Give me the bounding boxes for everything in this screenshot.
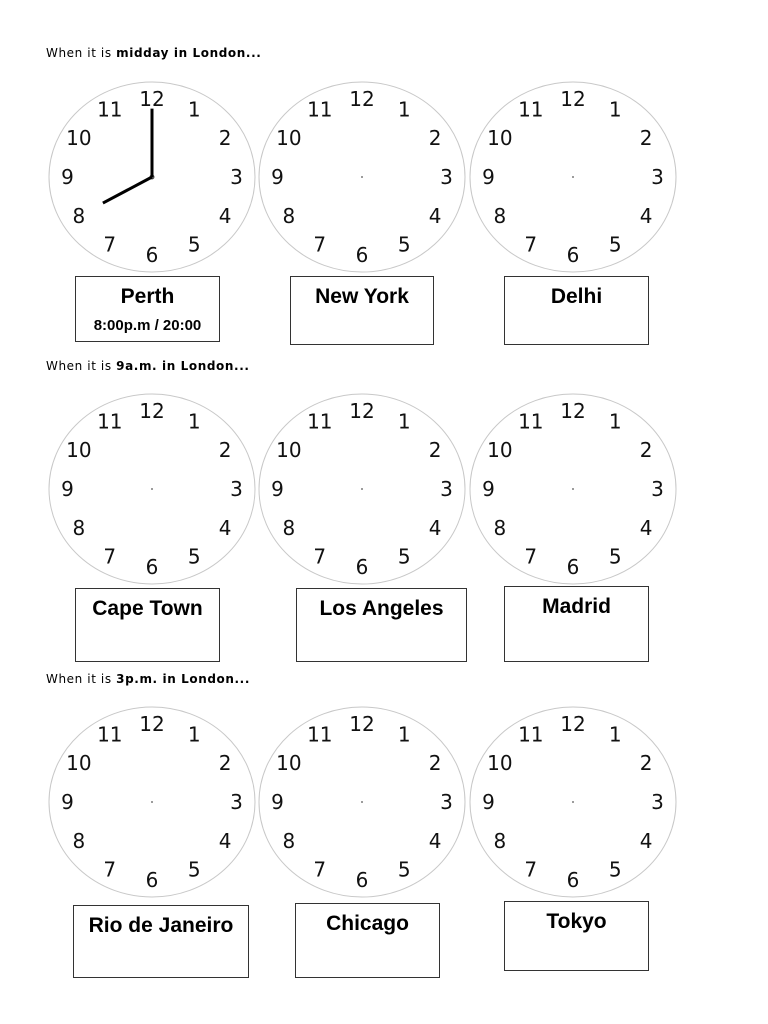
clock-numeral: 9 — [271, 790, 284, 814]
clock-center-dot — [361, 488, 363, 490]
clock-numeral: 9 — [271, 165, 284, 189]
clock-numeral: 3 — [230, 165, 243, 189]
clock-numeral: 11 — [97, 722, 123, 747]
clock-numeral: 5 — [187, 857, 201, 882]
clock-numeral: 12 — [349, 399, 375, 424]
clock-numeral: 6 — [566, 242, 580, 267]
clock-numeral: 8 — [493, 204, 507, 228]
city-name: Chicago — [326, 912, 409, 935]
city-name: Cape Town — [92, 597, 203, 620]
clock-numeral: 3 — [440, 477, 453, 501]
clock-numeral: 2 — [428, 126, 442, 150]
clock-numeral: 2 — [218, 126, 232, 150]
clock-numeral: 5 — [608, 544, 622, 569]
clock-numeral: 10 — [276, 751, 302, 775]
clock-numeral: 6 — [566, 554, 580, 579]
clock-numeral: 3 — [651, 165, 664, 189]
city-name: Perth — [120, 285, 175, 308]
clock-numeral: 5 — [608, 232, 622, 257]
city-name: Delhi — [550, 285, 603, 308]
clock-svg — [47, 392, 257, 587]
clock-numeral: 9 — [482, 790, 495, 814]
city-label-new-york — [290, 276, 434, 345]
clock-numeral: 3 — [440, 790, 453, 814]
clock-numeral: 5 — [187, 544, 201, 569]
city-label-los-angeles — [296, 588, 467, 662]
clock-svg — [47, 80, 257, 275]
clock-numeral: 1 — [608, 409, 622, 434]
clock-numeral: 10 — [66, 126, 92, 150]
clock-face-rio-de-janeiro[interactable] — [47, 705, 257, 900]
clock-numeral: 5 — [608, 857, 622, 882]
clock-face-delhi[interactable] — [468, 80, 678, 275]
clock-numeral: 11 — [518, 97, 544, 122]
clock-numeral: 8 — [282, 829, 296, 853]
clock-numeral: 4 — [218, 515, 232, 540]
clock-numeral: 4 — [218, 828, 232, 853]
city-name: Los Angeles — [319, 597, 444, 620]
clock-numeral: 10 — [276, 126, 302, 150]
clock-numeral: 11 — [307, 722, 333, 747]
clock-numeral: 2 — [639, 438, 653, 462]
section-heading-midday: When it is midday in London... — [46, 46, 262, 60]
clock-numeral: 9 — [482, 165, 495, 189]
clock-numeral: 7 — [103, 857, 117, 882]
section-heading-3pm: When it is 3p.m. in London... — [46, 672, 251, 686]
clock-numeral: 1 — [397, 722, 411, 747]
clock-numeral: 6 — [145, 554, 159, 579]
clock-face-madrid[interactable] — [468, 392, 678, 587]
clock-numeral: 4 — [428, 203, 442, 228]
clock-numeral: 7 — [524, 544, 538, 569]
clock-face-cape-town[interactable] — [47, 392, 257, 587]
city-label-tokyo — [504, 901, 649, 971]
clock-numeral: 9 — [482, 477, 495, 501]
clock-numeral: 7 — [313, 544, 327, 569]
clock-numeral: 6 — [145, 242, 159, 267]
clock-numeral: 12 — [560, 712, 586, 737]
clock-numeral: 6 — [355, 554, 369, 579]
clock-numeral: 2 — [218, 751, 232, 775]
city-name: Madrid — [542, 595, 611, 618]
city-label-cape-town — [75, 588, 220, 662]
clock-center-dot — [572, 488, 574, 490]
city-label-delhi — [504, 276, 649, 345]
city-name: Tokyo — [546, 910, 607, 933]
clock-numeral: 12 — [349, 712, 375, 737]
clock-svg — [257, 705, 467, 900]
city-time: 8:00p.m / 20:00 — [93, 317, 202, 334]
clock-numeral: 10 — [66, 438, 92, 462]
clock-numeral: 3 — [230, 790, 243, 814]
clock-numeral: 1 — [608, 97, 622, 122]
clock-svg — [47, 705, 257, 900]
clock-numeral: 7 — [313, 232, 327, 257]
clock-numeral: 1 — [187, 97, 201, 122]
clock-numeral: 6 — [355, 242, 369, 267]
clock-numeral: 7 — [524, 857, 538, 882]
clock-numeral: 2 — [428, 438, 442, 462]
clock-numeral: 12 — [349, 87, 375, 112]
clock-numeral: 8 — [493, 516, 507, 540]
clock-numeral: 5 — [397, 544, 411, 569]
clock-numeral: 7 — [524, 232, 538, 257]
clock-center-dot — [572, 801, 574, 803]
clock-face-new-york[interactable] — [257, 80, 467, 275]
clock-numeral: 5 — [397, 232, 411, 257]
clock-center-dot — [151, 801, 153, 803]
clock-numeral: 9 — [61, 790, 74, 814]
clock-numeral: 7 — [313, 857, 327, 882]
section-heading-9am: When it is 9a.m. in London... — [46, 359, 250, 373]
clock-numeral: 5 — [187, 232, 201, 257]
clock-numeral: 8 — [72, 204, 86, 228]
clock-numeral: 3 — [440, 165, 453, 189]
clock-numeral: 7 — [103, 232, 117, 257]
clock-numeral: 1 — [397, 97, 411, 122]
clock-numeral: 2 — [218, 438, 232, 462]
city-name: Rio de Janeiro — [88, 914, 234, 937]
clock-svg — [468, 80, 678, 275]
clock-numeral: 1 — [608, 722, 622, 747]
clock-svg — [468, 705, 678, 900]
clock-numeral: 1 — [187, 409, 201, 434]
clock-numeral: 1 — [187, 722, 201, 747]
clock-svg — [257, 80, 467, 275]
clock-numeral: 4 — [639, 515, 653, 540]
clock-numeral: 9 — [61, 477, 74, 501]
clock-face-perth — [47, 80, 257, 275]
clock-numeral: 7 — [103, 544, 117, 569]
clock-numeral: 3 — [230, 477, 243, 501]
clock-numeral: 3 — [651, 477, 664, 501]
clock-numeral: 10 — [487, 751, 513, 775]
clock-numeral: 3 — [651, 790, 664, 814]
clock-numeral: 5 — [397, 857, 411, 882]
clock-numeral: 11 — [307, 97, 333, 122]
clock-numeral: 2 — [639, 751, 653, 775]
clock-numeral: 9 — [61, 165, 74, 189]
clock-numeral: 8 — [493, 829, 507, 853]
city-label-chicago — [295, 903, 440, 978]
clock-numeral: 8 — [282, 204, 296, 228]
clock-numeral: 4 — [428, 828, 442, 853]
clock-numeral: 2 — [428, 751, 442, 775]
clock-svg — [468, 392, 678, 587]
clock-face-los-angeles[interactable] — [257, 392, 467, 587]
clock-numeral: 12 — [560, 87, 586, 112]
clock-numeral: 10 — [276, 438, 302, 462]
clock-numeral: 11 — [97, 409, 123, 434]
clock-numeral: 12 — [560, 399, 586, 424]
clock-svg — [257, 392, 467, 587]
clock-center-dot — [361, 176, 363, 178]
clock-numeral: 4 — [639, 828, 653, 853]
clock-center-dot — [361, 801, 363, 803]
clock-numeral: 12 — [139, 399, 165, 424]
clock-numeral: 11 — [307, 409, 333, 434]
city-label-perth — [75, 276, 220, 342]
city-label-rio-de-janeiro — [73, 905, 249, 978]
city-label-madrid — [504, 586, 649, 662]
clock-numeral: 10 — [66, 751, 92, 775]
clock-numeral: 4 — [218, 203, 232, 228]
clock-numeral: 2 — [639, 126, 653, 150]
clock-numeral: 4 — [639, 203, 653, 228]
clock-numeral: 12 — [139, 87, 165, 112]
clock-center-dot — [151, 488, 153, 490]
clock-face-chicago[interactable] — [257, 705, 467, 900]
city-name: New York — [315, 285, 409, 308]
clock-numeral: 10 — [487, 438, 513, 462]
clock-numeral: 10 — [487, 126, 513, 150]
clock-numeral: 6 — [566, 867, 580, 892]
clock-numeral: 12 — [139, 712, 165, 737]
clock-center-dot — [572, 176, 574, 178]
clock-numeral: 8 — [282, 516, 296, 540]
clock-numeral: 6 — [355, 867, 369, 892]
clock-face-tokyo[interactable] — [468, 705, 678, 900]
clock-numeral: 11 — [97, 97, 123, 122]
clock-numeral: 1 — [397, 409, 411, 434]
clock-numeral: 8 — [72, 829, 86, 853]
clock-numeral: 6 — [145, 867, 159, 892]
clock-numeral: 11 — [518, 722, 544, 747]
clock-numeral: 9 — [271, 477, 284, 501]
clock-numeral: 11 — [518, 409, 544, 434]
clock-numeral: 8 — [72, 516, 86, 540]
clock-numeral: 4 — [428, 515, 442, 540]
